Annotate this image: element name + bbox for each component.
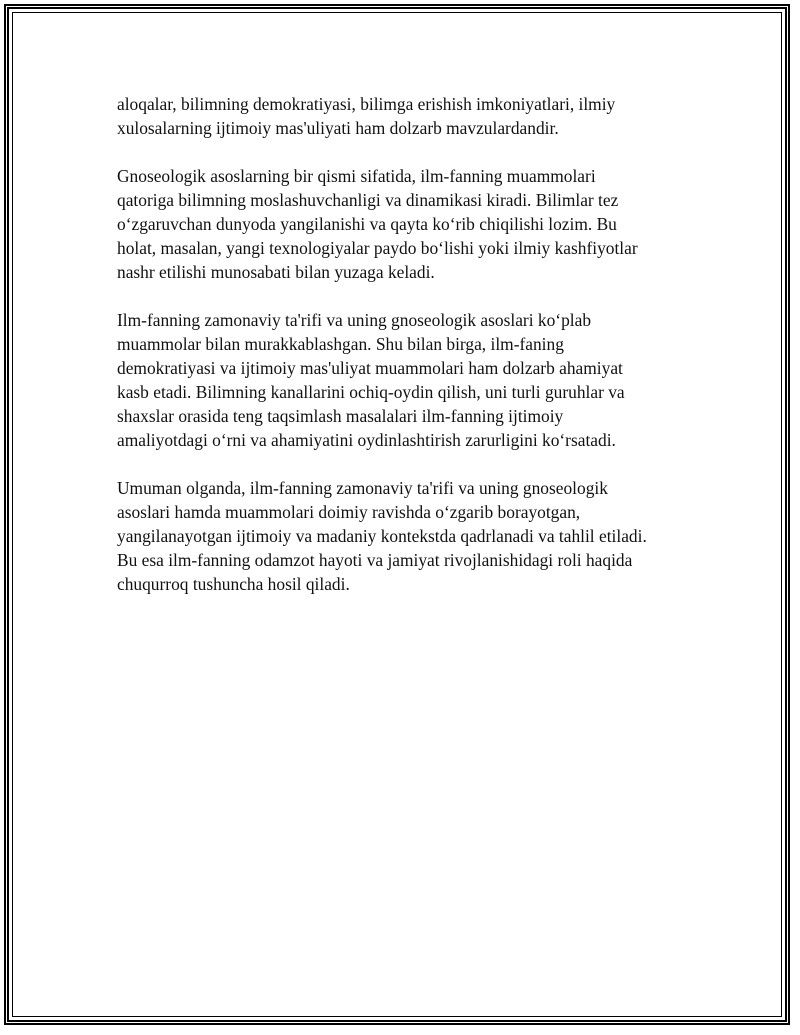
paragraph-1: aloqalar, bilimning demokratiyasi, bilimga erishish imkoniyatlari, ilmiy xulosalarning ijtimoiy mas'uliyati ham dolzarb mavzulardandir. (117, 94, 616, 138)
paragraph-3: Ilm-fanning zamonaviy ta'rifi va uning gnoseologik asoslari ko‘plab muammolar bilan murakkablashgan. Shu bilan birga, ilm-faning demokratiyasi va ijtimoiy mas'uliyat muammolari ham dolzarb ahamiyat kasb etadi. Bilimning kanallarini ochiq-oydin qilish, uni turli guruhlar va shaxslar orasida teng taqsimlash masalalari ilm-fanning ijtimoiy amaliyotdagi o‘rni va ahamiyatini oydinlashtirish zarurligini ko‘rsatadi. (117, 310, 625, 450)
paragraph-2: Gnoseologik asoslarning bir qismi sifatida, ilm-fanning muammolari qatoriga bilimning moslashuvchanligi va dinamikasi kiradi. Bilimlar tez o‘zgaruvchan dunyoda yangilanishi va qayta ko‘rib chiqilishi lozim. Bu holat, masalan, yangi texnologiyalar paydo bo‘lishi yoki ilmiy kashfiyotlar nashr etilishi munosabati bilan yuzaga keladi. (117, 166, 638, 282)
document-body (117, 92, 697, 620)
paragraph-4: Umuman olganda, ilm-fanning zamonaviy ta'rifi va uning gnoseologik asoslari hamda muammolari doimiy ravishda o‘zgarib borayotgan, yangilanayotgan ijtimoiy va madaniy kontekstda qadrlanadi va tahlil etiladi. Bu esa ilm-fanning odamzot hayoti va jamiyat rivojlanishidagi roli haqida chuqurroq tushuncha hosil qiladi. (117, 478, 647, 594)
